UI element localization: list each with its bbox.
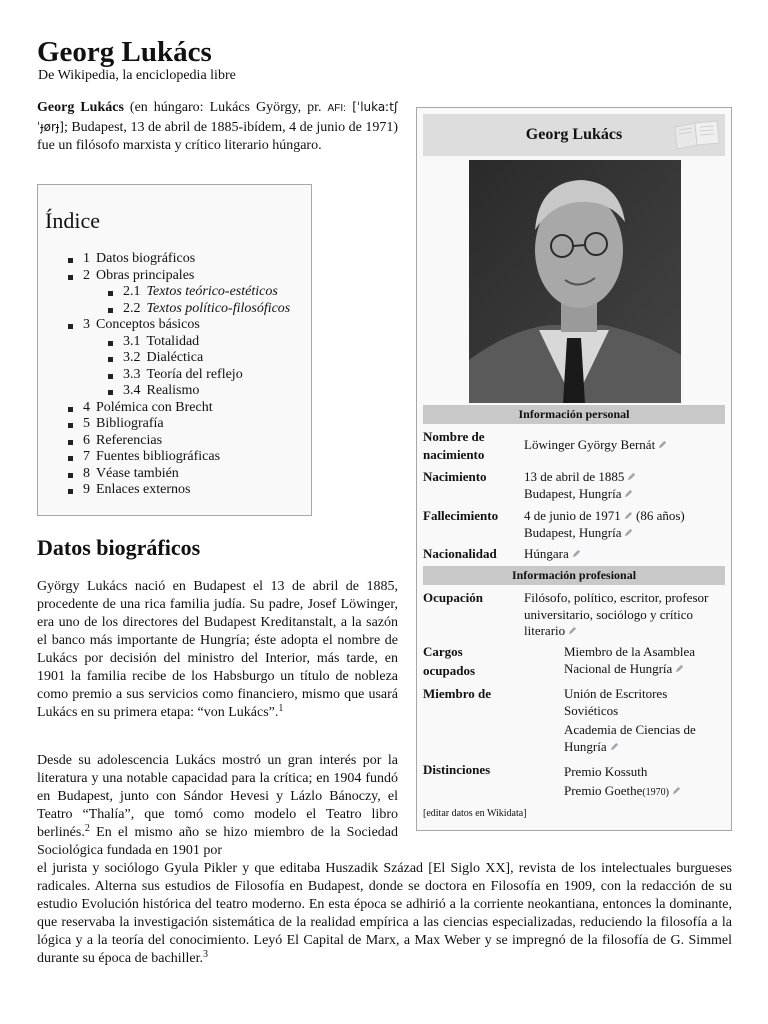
toc-item-label[interactable]: Textos político-filosóficos — [146, 300, 291, 316]
value-birth — [524, 469, 636, 502]
reference-link[interactable]: 1 — [278, 703, 284, 714]
toc-item-number: 6 — [83, 432, 90, 448]
toc-item[interactable] — [67, 400, 290, 417]
award-1[interactable]: Premio Kossuth — [564, 764, 648, 779]
toc-item-label[interactable]: Realismo — [146, 383, 200, 398]
label-nationality: Nacionalidad — [423, 546, 497, 561]
toc-item[interactable] — [67, 433, 290, 450]
toc-item-number: 3.3 — [123, 366, 141, 382]
label-occupation: Ocupación — [423, 590, 483, 605]
portrait-photo[interactable] — [469, 160, 681, 403]
pencil-icon[interactable] — [675, 664, 684, 673]
toc-item[interactable] — [67, 317, 290, 400]
toc-item-number: 7 — [83, 449, 90, 464]
toc-item-number: 8 — [83, 465, 90, 481]
toc-sublist — [107, 334, 290, 400]
toc-subitem[interactable] — [107, 301, 290, 318]
member-of-2[interactable]: Academia de Ciencias de Hungría — [564, 722, 696, 754]
lead-text-2: ; Budapest, 13 de abril de 1885-ibídem, 4 de junio de 1971) fue un filósofo marxista y crítico literario húngaro. — [37, 120, 398, 153]
reference-link[interactable]: 2 — [84, 823, 90, 834]
birth-name-text: Löwinger György Bernát — [524, 437, 656, 452]
toc-item-number: 2.1 — [123, 284, 141, 299]
toc-item-number: 2 — [83, 267, 90, 283]
toc-item-label[interactable]: Totalidad — [146, 333, 200, 349]
paragraph-1-text: György Lukács nació en Budapest el 13 de abril de 1885, procedente de una rica familia judía. Su padre, Josef Löwinger, era uno de los directores del Budapest Kreditanstalt, a la sazón el banco más importante de Hungría; éste adopta el nombre de Lukács por decisión del ministro del Interior, más tarde, en 1901 la familia recibe de los Habsburgo un título de nobleza como premio a sus servicios como financiero, mismo que usará Lukács en su primera etapa: “von Lukács”. — [37, 579, 398, 720]
birth-date[interactable]: 13 de abril de 1885 — [524, 469, 625, 484]
toc-item-number: 1 — [83, 251, 90, 266]
ipa-pronunciation: [ˈlukaːtʃ ˈɟørɟ] — [37, 100, 399, 134]
nationality-text[interactable]: Húngara — [524, 546, 569, 561]
toc-item-number: 3.1 — [123, 333, 141, 349]
paragraph-2-continued — [37, 860, 732, 968]
toc-item-label[interactable]: Datos biográficos — [96, 251, 196, 266]
band-personal-info: Información personal — [423, 405, 725, 424]
toc-subitem[interactable] — [107, 367, 290, 384]
lead-paragraph — [37, 98, 398, 155]
death-place[interactable]: Budapest, Hungría — [524, 524, 622, 540]
pencil-icon[interactable] — [624, 528, 633, 537]
death-age: (86 años) — [632, 508, 685, 523]
value-nationality — [524, 546, 581, 563]
page-subtitle: De Wikipedia, la enciclopedia libre — [38, 68, 236, 83]
pencil-icon[interactable] — [572, 549, 581, 558]
toc-item[interactable] — [67, 251, 290, 268]
toc-subitem[interactable] — [107, 284, 290, 301]
infobox — [416, 107, 732, 831]
toc-item-number: 5 — [83, 416, 90, 431]
reference-link[interactable]: 3 — [202, 949, 208, 960]
toc-subitem[interactable] — [107, 334, 290, 351]
award-2[interactable]: Premio Goethe — [564, 783, 643, 798]
toc-item[interactable] — [67, 416, 290, 433]
toc-item-number: 3 — [83, 317, 90, 332]
paragraph-1 — [37, 578, 398, 722]
toc-item-label[interactable]: Enlaces externos — [96, 482, 191, 497]
toc-item-label[interactable]: Referencias — [96, 432, 163, 448]
paragraph-2-text: Desde su adolescencia Lukács mostró un gran interés por la literatura y una notable capacidad para la crítica; en 1904 fundó en Budapest, junto con Sándor Hevesi y Lázlo Bánoczy, el Teatro “Thalía”, que tomó como modelo el Teatro libro berlinés. — [37, 753, 398, 840]
pencil-icon[interactable] — [568, 626, 577, 635]
toc-item-number: 4 — [83, 399, 90, 415]
toc-item[interactable] — [67, 466, 290, 483]
lead-name: Georg Lukács — [37, 100, 124, 115]
pencil-icon[interactable] — [658, 440, 667, 449]
toc-item-number: 3.4 — [123, 383, 141, 398]
edit-wikidata-link[interactable]: [editar datos en Wikidata] — [423, 808, 527, 819]
toc-item-label[interactable]: Polémica con Brecht — [96, 399, 213, 415]
toc-item-label[interactable]: Textos teórico-estéticos — [146, 284, 278, 299]
label-birth-name: Nombre de nacimiento — [423, 429, 485, 462]
value-member-of — [564, 686, 724, 755]
toc-item-label[interactable]: Fuentes bibliográficas — [96, 449, 221, 464]
toc-item-number: 9 — [83, 482, 90, 497]
infobox-title — [423, 114, 725, 156]
toc-item-label[interactable]: Conceptos básicos — [96, 317, 200, 332]
value-death — [524, 508, 685, 541]
value-positions — [564, 644, 724, 677]
infobox-title-text: Georg Lukács — [525, 126, 623, 143]
toc-item-label[interactable]: Teoría del reflejo — [146, 366, 243, 382]
award-2-year: (1970) — [642, 787, 670, 798]
toc-item-number: 3.2 — [123, 350, 141, 365]
pencil-icon[interactable] — [624, 489, 633, 498]
toc-item-number: 2.2 — [123, 300, 141, 316]
label-birth: Nacimiento — [423, 469, 487, 484]
label-death: Fallecimiento — [423, 508, 499, 523]
toc-sublist — [107, 284, 290, 317]
value-awards — [564, 762, 724, 802]
section-heading: Datos biográficos — [37, 535, 201, 560]
toc-item-label[interactable]: Bibliografía — [96, 416, 164, 431]
table-of-contents — [37, 184, 312, 516]
positions-text[interactable]: Miembro de la Asamblea Nacional de Hungría — [564, 644, 696, 676]
afi-link[interactable]: AFI: — [327, 103, 346, 114]
toc-item[interactable] — [67, 449, 290, 466]
pencil-icon[interactable] — [672, 786, 681, 795]
label-awards: Distinciones — [423, 762, 491, 777]
paragraph-2 — [37, 752, 398, 860]
lead-text-1: (en húngaro: Lukács György, pr. — [123, 100, 328, 115]
book-icon — [673, 119, 721, 151]
death-date[interactable]: 4 de junio de 1971 — [524, 508, 621, 523]
label-member-of: Miembro de — [423, 686, 491, 701]
value-birth-name — [524, 437, 667, 454]
toc-list — [67, 251, 290, 499]
paragraph-2-continued-text: el jurista y sociólogo Gyula Pikler y que editaba Huszadik Század [El Siglo XX], revista de los intelectuales burgueses radicales. Alterna sus estudios de Filosofía en Budapest, donde se doctora en Filosofía en 1909, con la redacción de su estudio Evolución histórica del teatro moderno. En esta época se adhirió a la corriente neokantiana, entonces la dominante, que reservaba la investigación sistemática de la realidad empírica a las ciencias especializadas, reduciendo la filosofía a la lógica y a la teoría del conocimiento. Leyó El Capital de Marx, a Max Weber y se impregnó de la filosofía de G. Simmel durante su época de bachiller. — [37, 861, 732, 966]
toc-item[interactable] — [67, 268, 290, 318]
occupation-text: Filósofo, político, escritor, profesor universitario, sociólogo y crítico literario — [524, 590, 709, 638]
pencil-icon[interactable] — [610, 742, 619, 751]
toc-subitem[interactable] — [107, 383, 290, 400]
toc-title: Índice — [45, 208, 100, 233]
page-title: Georg Lukács — [37, 36, 212, 68]
toc-subitem[interactable] — [107, 350, 290, 367]
label-positions: Cargos ocupados — [423, 644, 476, 678]
pencil-icon[interactable] — [627, 472, 636, 481]
toc-item-label[interactable]: Obras principales — [96, 267, 195, 283]
pencil-icon[interactable] — [624, 511, 633, 520]
toc-item[interactable] — [67, 482, 290, 499]
birth-place[interactable]: Budapest, Hungría — [524, 485, 622, 501]
toc-item-label[interactable]: Véase también — [96, 465, 179, 481]
band-professional-info: Información profesional — [423, 566, 725, 585]
member-of-1[interactable]: Unión de Escritores Soviéticos — [564, 686, 668, 718]
toc-item-label[interactable]: Dialéctica — [146, 350, 204, 365]
value-occupation — [524, 590, 724, 640]
paragraph-2-tail: En el mismo año se hizo miembro de la Sociedad Sociológica fundada en 1901 por — [37, 825, 398, 858]
